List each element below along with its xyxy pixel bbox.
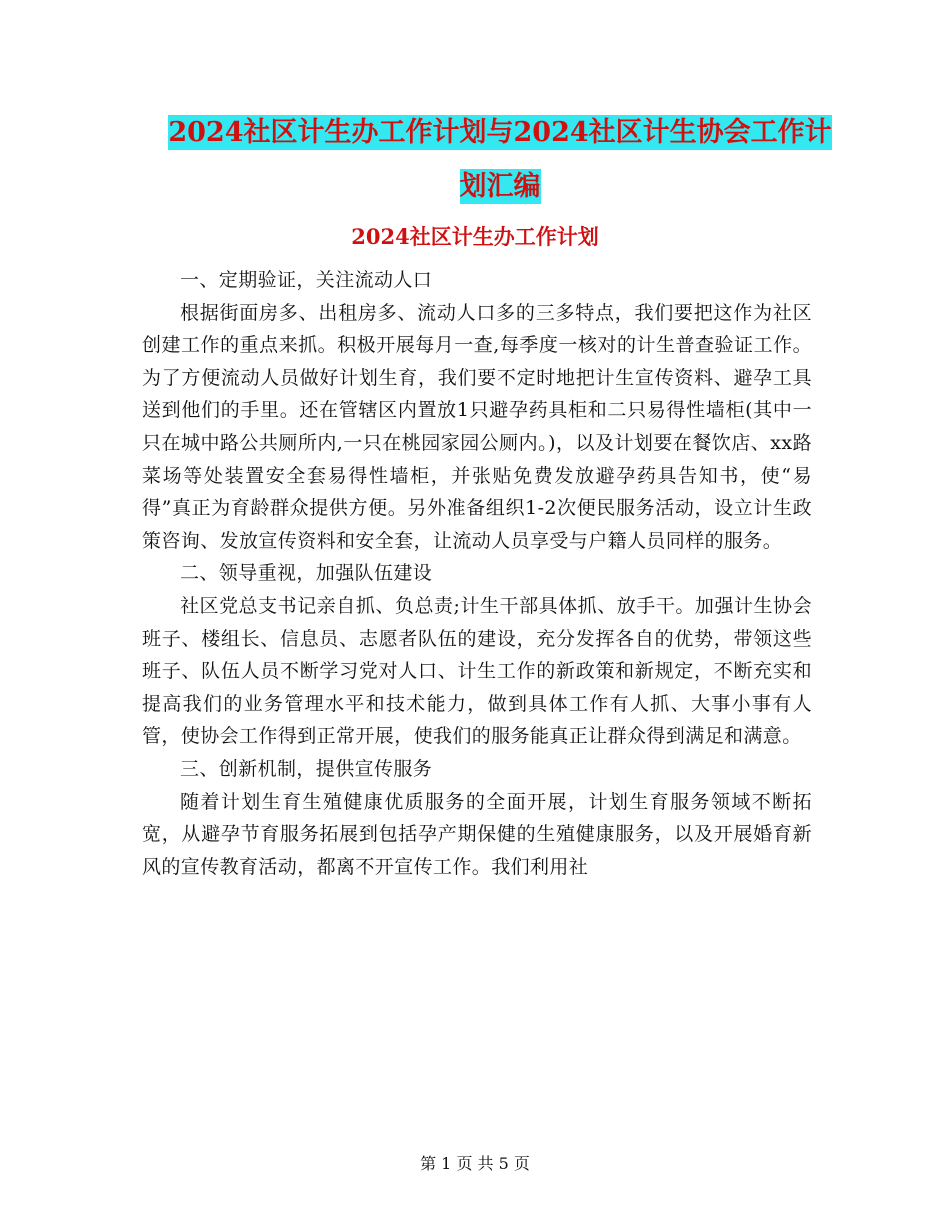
page-footer: 第 1 页 共 5 页: [420, 1154, 530, 1173]
section-title: 2024社区计生办工作计划: [351, 224, 599, 249]
heading-1: 一、定期验证，关注流动人口: [180, 269, 433, 291]
paragraph-1: 根据街面房多、出租房多、流动人口多的三多特点，我们要把这作为社区创建工作的重点来抓。积极开展每月一查,每季度一核对的计生普查验证工作。为了方便流动人员做好计划生育，我们要不定时地把计生宣传资料、避孕工具送到他们的手里。还在管辖区内置放1只避孕药具柜和二只易得性墙柜(其中一只在城中路公共厕所内,一只在桃园家园公厕内。)，以及计划要在餐饮店、xx路菜场等处装置安全套易得性墙柜，并张贴免费发放避孕药具告知书，使“易得”真正为育龄群众提供方便。另外准备组织1-2次便民服务活动，设立计生政策咨询、发放宣传资料和安全套，让流动人员享受与户籍人员同样的服务。: [142, 301, 812, 552]
document-title-line2: 划汇编: [459, 171, 541, 202]
document-title: [100, 106, 900, 214]
heading-3: 三、创新机制，提供宣传服务: [180, 757, 433, 780]
paragraph-3: 随着计划生育生殖健康优质服务的全面开展，计划生育服务领域不断拓宽，从避孕节育服务拓展到包括孕产期保健的生殖健康服务，以及开展婚育新风的宣传教育活动，都离不开宣传工作。我们利用社: [142, 790, 812, 878]
heading-2: 二、领导重视，加强队伍建设: [180, 562, 433, 585]
document-title-line1: 2024社区计生办工作计划与2024社区计生协会工作计: [168, 117, 832, 148]
paragraph-2: 社区党总支书记亲自抓、负总责;计生干部具体抓、放手干。加强计生协会班子、楼组长、信息员、志愿者队伍的建设，充分发挥各自的优势，带领这些班子、队伍人员不断学习党对人口、计生工作的新政策和新规定，不断充实和提高我们的业务管理水平和技术能力，做到具体工作有人抓、大事小事有人管，使协会工作得到正常开展，使我们的服务能真正让群众得到满足和满意。: [142, 594, 812, 748]
document-body: [142, 264, 812, 883]
